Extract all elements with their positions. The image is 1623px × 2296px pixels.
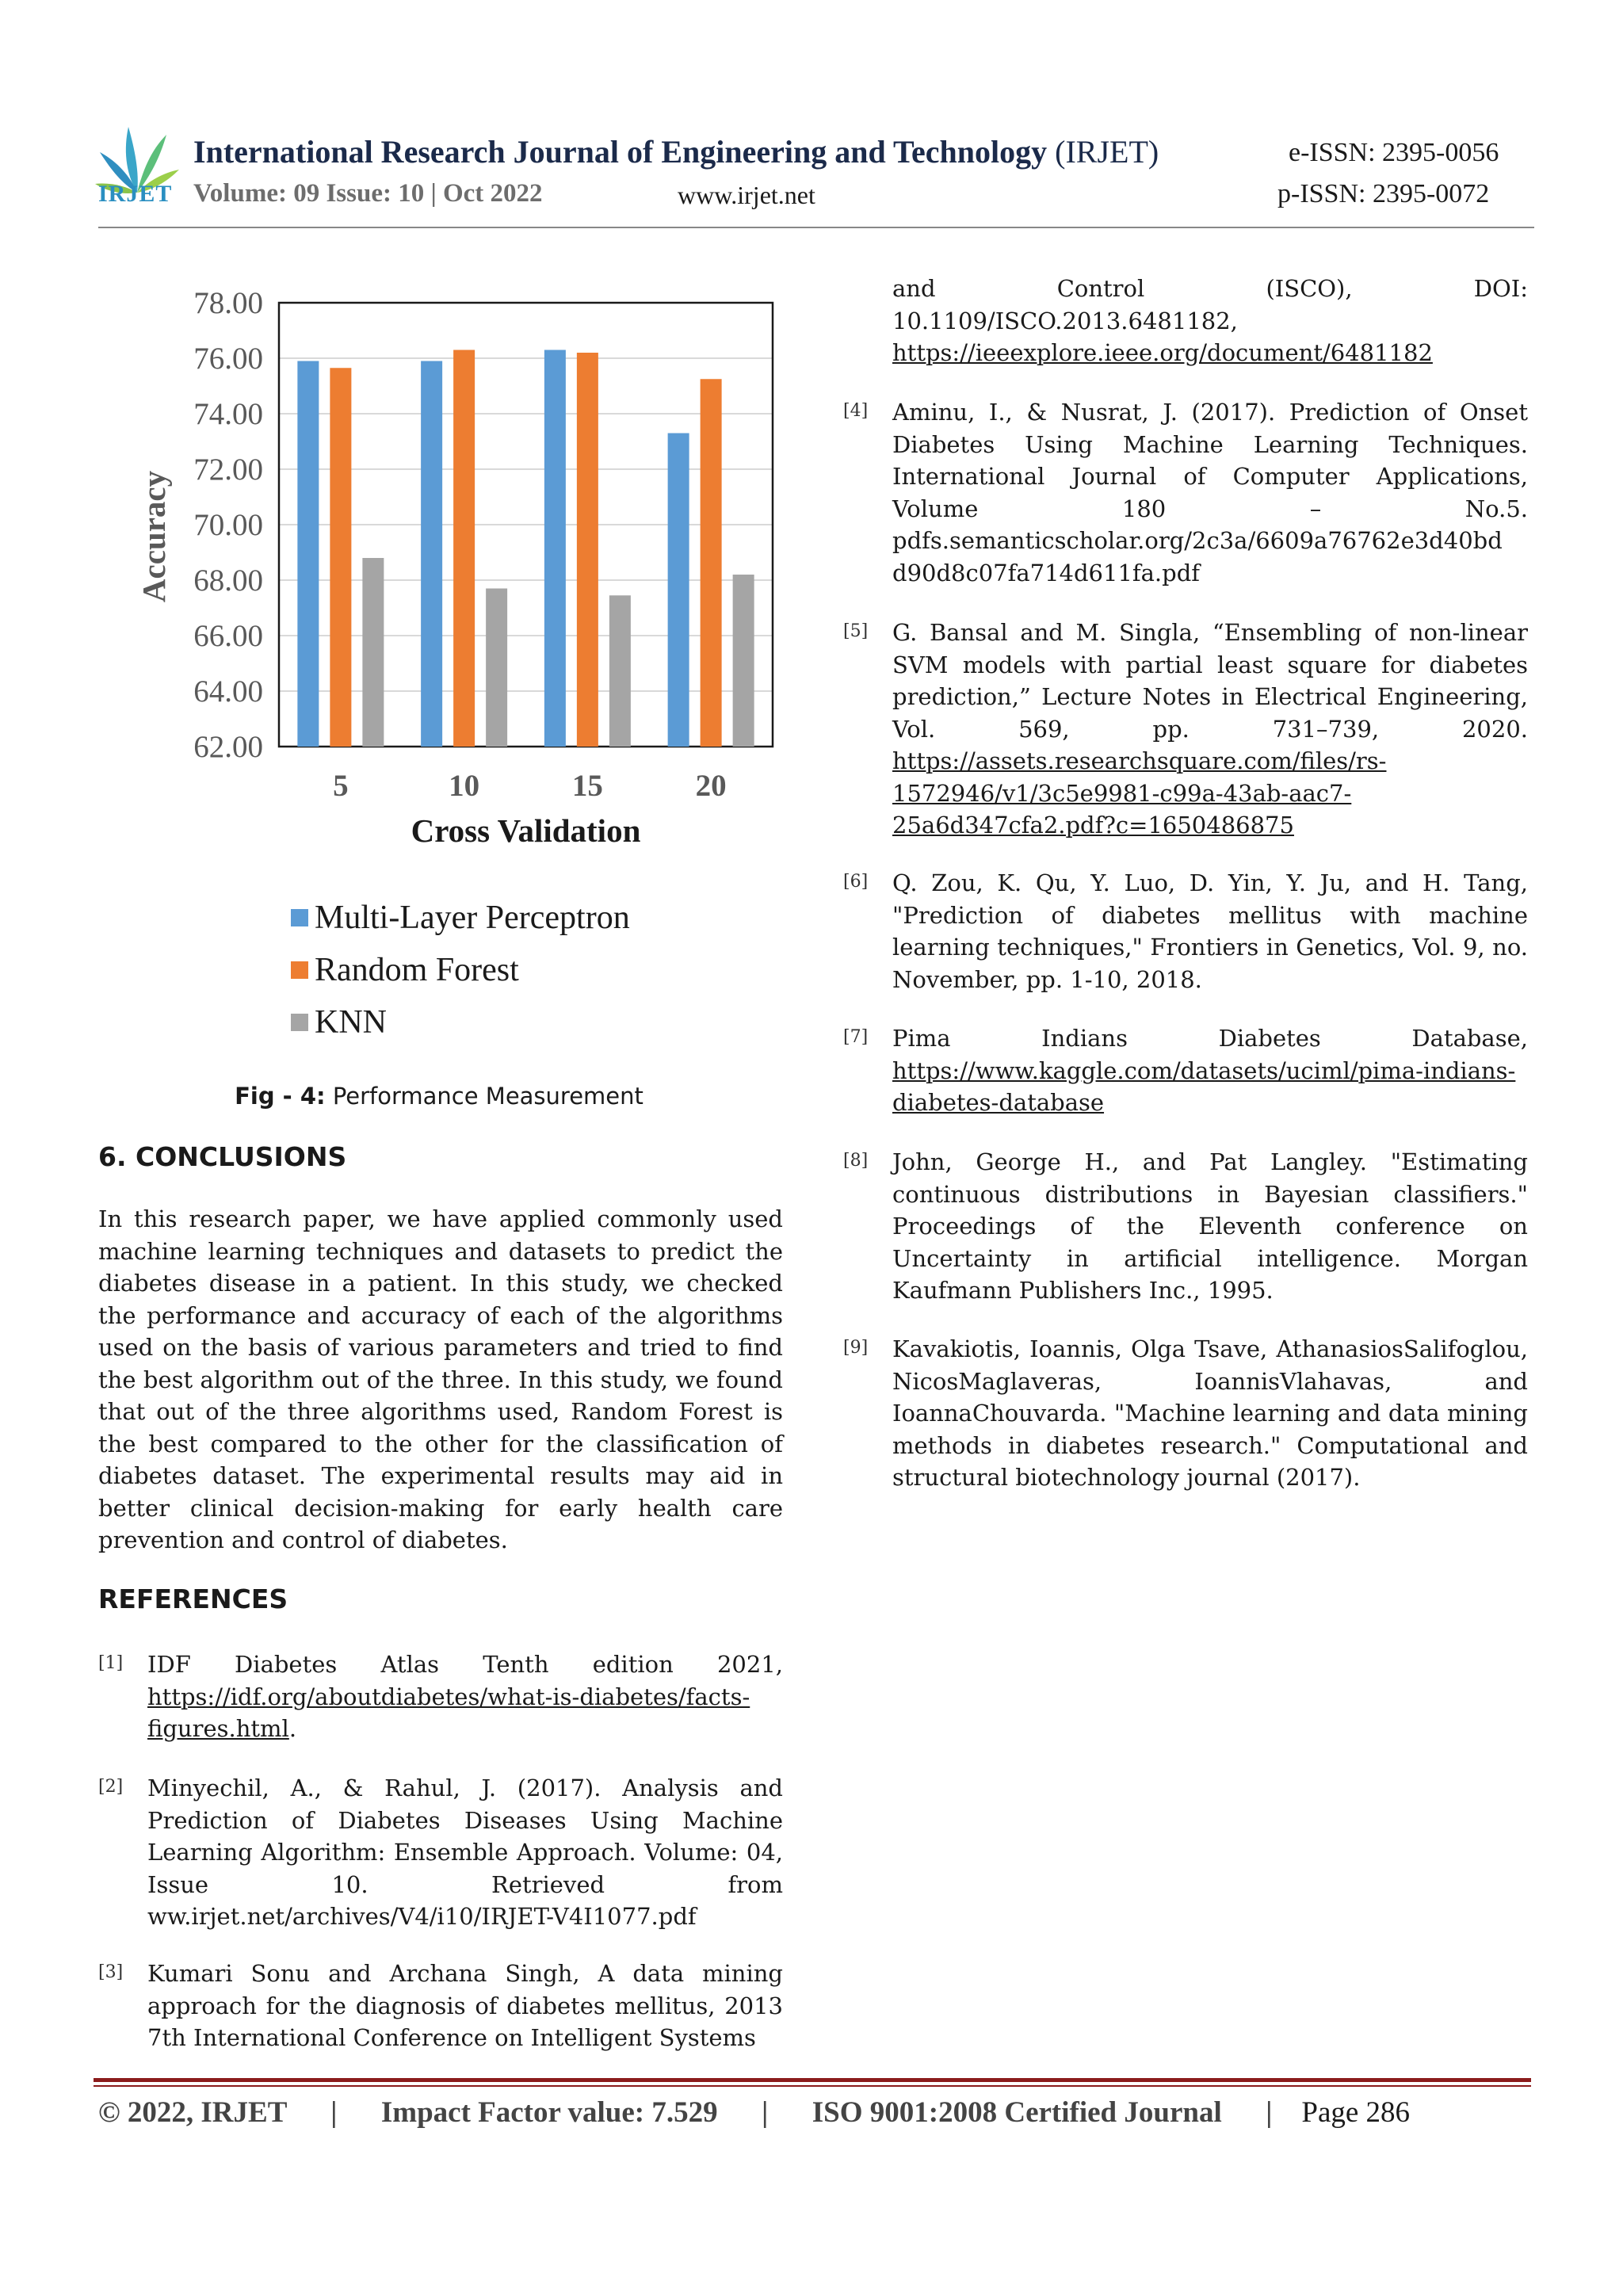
reference-text xyxy=(892,617,1528,842)
bar-knn-15 xyxy=(609,595,631,747)
figure-caption xyxy=(98,1083,780,1110)
footer-impact-factor: Impact Factor value: 7.529 xyxy=(380,2096,718,2129)
reference-citation: IDF Diabetes Atlas Tenth edition 2021, xyxy=(147,1651,783,1678)
y-tick-label: 64.00 xyxy=(193,674,263,709)
conclusions-heading: 6. CONCLUSIONS xyxy=(98,1141,347,1172)
conclusions-paragraph: In this research paper, we have applied commonly used machine learning techniques and datasets to predict the diabetes disease in a patient. In this study, we checked the performance and accuracy of each of the algorithms used on the basis of various parameters and tried to find the best algorithm out of the three. In this study, we found that out of the three algorithms used, Random Forest is the best compared to the other for the classification of diabetes dataset. The experimental results may aid in better clinical decision-making for early health care prevention and control of diabetes. xyxy=(98,1205,783,1553)
page-number: Page 286 xyxy=(1301,2096,1411,2129)
reference-text: Kavakiotis, Ioannis, Olga Tsave, AthanasiosSalifoglou, NicosMaglaveras, IoannisVlahavas, and IoannaChouvarda. "Machine learning and data mining methods in diabetes research." Computational and structural biotechnology journal (2017). xyxy=(892,1335,1528,1491)
reference-number: [8] xyxy=(843,1151,869,1171)
x-tick-label: 15 xyxy=(571,769,603,803)
reference-text xyxy=(892,273,1528,369)
bar-multi-layer-perceptron-10 xyxy=(421,361,442,747)
bar-random-forest-15 xyxy=(577,353,598,747)
page-footer xyxy=(98,2095,1410,2130)
legend-swatch xyxy=(291,961,308,979)
reference-text: Minyechil, A., & Rahul, J. (2017). Analysis and Prediction of Diabetes Diseases Using Machine Learning Algorithm: Ensemble Approach. Volume: 04, Issue 10. Retrieved from ww.irjet.net/archives/V4/i10/IRJET-V4I1077.pdf xyxy=(147,1775,783,1930)
footer-copyright: © 2022, IRJET xyxy=(98,2096,287,2129)
reference-text xyxy=(147,1648,783,1745)
bar-knn-5 xyxy=(362,558,384,747)
volume-issue: Volume: 09 Issue: 10 | Oct 2022 xyxy=(193,179,543,208)
pissn: p-ISSN: 2395-0072 xyxy=(1277,179,1490,208)
reference-number: [4] xyxy=(843,401,869,421)
footer-separator: | xyxy=(762,2096,769,2129)
journal-title xyxy=(193,133,1159,170)
bar-multi-layer-perceptron-15 xyxy=(544,350,566,747)
bar-random-forest-10 xyxy=(453,350,475,747)
reference-number: [1] xyxy=(98,1653,124,1673)
y-axis-label: Accuracy xyxy=(136,470,172,603)
x-tick-label: 5 xyxy=(333,769,349,803)
reference-tail: . xyxy=(288,1715,297,1742)
footer-iso: ISO 9001:2008 Certified Journal xyxy=(812,2096,1222,2129)
y-tick-label: 76.00 xyxy=(193,342,263,376)
reference-citation: and Control (ISCO), DOI: 10.1109/ISCO.2013.6481182, xyxy=(892,275,1528,334)
y-tick-label: 66.00 xyxy=(193,619,263,653)
bar-multi-layer-perceptron-20 xyxy=(668,434,689,747)
reference-number: [2] xyxy=(98,1777,124,1797)
legend-swatch xyxy=(291,1014,308,1031)
reference-link[interactable]: https://assets.researchsquare.com/files/rs-1572946/v1/3c5e9981-c99a-43ab-aac7-25a6d347cfa2.pdf?c=1650486875 xyxy=(892,747,1387,839)
legend-swatch xyxy=(291,909,308,926)
x-tick-label: 20 xyxy=(695,769,727,803)
bar-random-forest-5 xyxy=(330,368,351,747)
footer-separator: | xyxy=(1266,2096,1273,2129)
bar-knn-10 xyxy=(486,589,507,747)
caption-label: Fig - 4: xyxy=(235,1083,326,1110)
reference-link[interactable]: https://ieeexplore.ieee.org/document/6481182 xyxy=(892,339,1433,366)
reference-text: John, George H., and Pat Langley. "Estimating continuous distributions in Bayesian classifiers." Proceedings of the Eleventh conference on Uncertainty in artificial intelligence. Morgan Kaufmann Publishers Inc., 1995. xyxy=(892,1148,1528,1304)
reference-number: [9] xyxy=(843,1338,869,1358)
x-tick-label: 10 xyxy=(449,769,480,803)
eissn: e-ISSN: 2395-0056 xyxy=(1289,138,1499,167)
reference-number: [6] xyxy=(843,872,869,892)
reference-number: [7] xyxy=(843,1027,869,1047)
reference-link[interactable]: https://idf.org/aboutdiabetes/what-is-diabetes/facts-figures.html xyxy=(147,1683,750,1742)
footer-separator: | xyxy=(330,2096,338,2129)
footer-divider-thin xyxy=(94,2085,1531,2087)
caption-text: Performance Measurement xyxy=(332,1083,643,1110)
header-divider xyxy=(98,227,1534,228)
reference-text: Q. Zou, K. Qu, Y. Luo, D. Yin, Y. Ju, and H. Tang, "Prediction of diabetes mellitus with machine learning techniques," Frontiers in Genetics, Vol. 9, no. November, pp. 1-10, 2018. xyxy=(892,869,1528,993)
accuracy-bar-chart xyxy=(119,273,816,1114)
y-tick-label: 62.00 xyxy=(193,730,263,764)
y-tick-label: 78.00 xyxy=(193,286,263,320)
y-tick-label: 74.00 xyxy=(193,397,263,431)
bar-random-forest-20 xyxy=(701,379,722,747)
logo-text: IRJET xyxy=(98,181,173,207)
bar-multi-layer-perceptron-5 xyxy=(297,361,319,747)
reference-number: [5] xyxy=(843,621,869,641)
reference-number: [3] xyxy=(98,1962,124,1982)
y-tick-label: 70.00 xyxy=(193,508,263,542)
references-heading: REFERENCES xyxy=(98,1584,288,1614)
y-tick-label: 68.00 xyxy=(193,563,263,598)
reference-link[interactable]: https://www.kaggle.com/datasets/uciml/pima-indians-diabetes-database xyxy=(892,1056,1516,1116)
legend-label: KNN xyxy=(315,1004,387,1041)
reference-citation: G. Bansal and M. Singla, “Ensembling of non-linear SVM models with partial least square for diabetes prediction,” Lecture Notes in Electrical Engineering, Vol. 569, pp. 731–739, 2020. xyxy=(892,619,1528,743)
footer-divider xyxy=(94,2078,1531,2082)
reference-text: Aminu, I., & Nusrat, J. (2017). Prediction of Onset Diabetes Using Machine Learning Techniques. International Journal of Computer Applications, Volume 180 – No.5. pdfs.semanticscholar.org/2c3a/6609a76762e3d40bd d90d8c07fa714d611fa.pdf xyxy=(892,399,1528,586)
reference-text xyxy=(892,1022,1528,1119)
legend-label: Multi-Layer Perceptron xyxy=(315,900,630,936)
website-link[interactable]: www.irjet.net xyxy=(678,181,815,209)
legend-label: Random Forest xyxy=(315,952,519,988)
journal-name: International Research Journal of Engineering and Technology xyxy=(193,134,1048,170)
bar-knn-20 xyxy=(733,575,754,747)
x-axis-label: Cross Validation xyxy=(411,812,641,849)
reference-text: Kumari Sonu and Archana Singh, A data mining approach for the diagnosis of diabetes mellitus, 2013 7th International Conference on Intelligent Systems xyxy=(147,1960,783,2051)
reference-citation: Pima Indians Diabetes Database, xyxy=(892,1025,1528,1052)
y-tick-label: 72.00 xyxy=(193,453,263,487)
journal-abbr: (IRJET) xyxy=(1055,134,1159,170)
